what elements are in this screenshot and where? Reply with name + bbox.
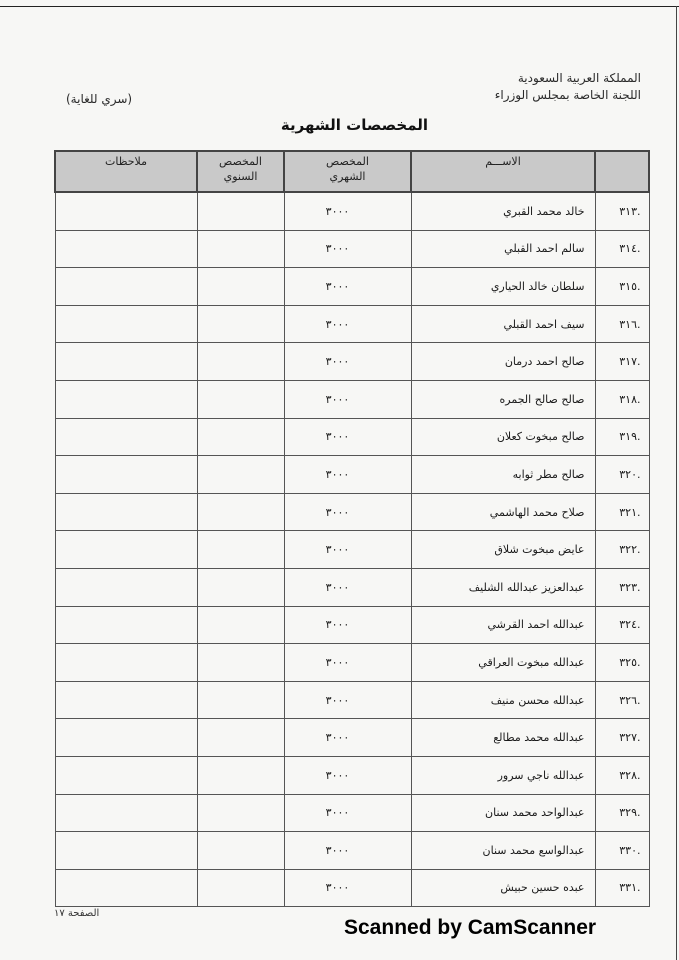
table-row [55,869,649,907]
table-row [55,606,649,644]
header-number [595,151,649,192]
row-name: عبدالله محسن منيف [411,681,595,719]
row-monthly-allowance: ٣٠٠٠ [284,456,411,494]
row-name: خالد محمد القبري [411,192,595,230]
table-row [55,380,649,418]
table-row [55,192,649,230]
row-annual-allowance [197,832,284,870]
row-annual-allowance [197,305,284,343]
row-number: .٣٢٣ [595,568,649,606]
table-header-row [55,151,649,192]
row-annual-allowance [197,380,284,418]
table-row [55,418,649,456]
row-number: .٣٢٥ [595,644,649,682]
row-annual-allowance [197,606,284,644]
row-monthly-allowance: ٣٠٠٠ [284,418,411,456]
row-name: عبدالله ناجي سرور [411,756,595,794]
row-monthly-allowance: ٣٠٠٠ [284,869,411,907]
table-row [55,644,649,682]
row-notes [55,832,197,870]
table-row [55,343,649,381]
row-name: عبدالعزيز عبدالله الشليف [411,568,595,606]
row-number: .٣١٣ [595,192,649,230]
row-notes [55,230,197,268]
table-row [55,230,649,268]
row-monthly-allowance: ٣٠٠٠ [284,531,411,569]
row-notes [55,644,197,682]
table-row [55,681,649,719]
table-row [55,568,649,606]
row-monthly-allowance: ٣٠٠٠ [284,305,411,343]
table-row [55,756,649,794]
row-number: .٣٢٨ [595,756,649,794]
row-name: صالح احمد درمان [411,343,595,381]
allowances-table [54,150,650,907]
row-monthly-allowance: ٣٠٠٠ [284,268,411,306]
row-notes [55,343,197,381]
page-right-border [676,6,677,960]
table-row [55,268,649,306]
row-name: صالح مبخوت كعلان [411,418,595,456]
row-notes [55,869,197,907]
row-monthly-allowance: ٣٠٠٠ [284,719,411,757]
row-annual-allowance [197,756,284,794]
table-row [55,719,649,757]
row-name: صالح صالح الجمره [411,380,595,418]
row-name: عبدالواسع محمد سنان [411,832,595,870]
row-notes [55,794,197,832]
issuer-country: المملكة العربية السعودية [517,71,641,85]
row-name: صلاح محمد الهاشمي [411,493,595,531]
header-name: الاســـم [411,151,595,192]
row-name: عبدالواحد محمد سنان [411,794,595,832]
issuer-committee: اللجنة الخاصة بمجلس الوزراء [494,88,641,102]
classification-label: (سري للغاية) [66,92,133,106]
issuer-block [495,70,641,104]
row-annual-allowance [197,343,284,381]
row-name: عايض مبخوت شلاق [411,531,595,569]
row-monthly-allowance: ٣٠٠٠ [284,493,411,531]
row-name: سالم احمد القبلي [411,230,595,268]
row-number: .٣٢٧ [595,719,649,757]
row-number: .٣٣١ [595,869,649,907]
row-notes [55,493,197,531]
row-name: سلطان خالد الحياري [411,268,595,306]
row-number: .٣٢٤ [595,606,649,644]
row-annual-allowance [197,568,284,606]
row-annual-allowance [197,794,284,832]
row-number: .٣١٥ [595,268,649,306]
row-name: سيف احمد القبلي [411,305,595,343]
row-annual-allowance [197,531,284,569]
page-title: المخصصات الشهرية [280,116,429,134]
row-monthly-allowance: ٣٠٠٠ [284,681,411,719]
row-monthly-allowance: ٣٠٠٠ [284,192,411,230]
row-name: عبدالله مبخوت العراقي [411,644,595,682]
row-annual-allowance [197,456,284,494]
row-notes [55,418,197,456]
row-annual-allowance [197,268,284,306]
row-number: .٣٢٩ [595,794,649,832]
row-number: .٣٣٠ [595,832,649,870]
row-monthly-allowance: ٣٠٠٠ [284,380,411,418]
row-annual-allowance [197,869,284,907]
row-annual-allowance [197,681,284,719]
row-notes [55,568,197,606]
table-row [55,531,649,569]
page-number: الصفحة ١٧ [54,908,100,919]
row-monthly-allowance: ٣٠٠٠ [284,756,411,794]
row-monthly-allowance: ٣٠٠٠ [284,230,411,268]
row-monthly-allowance: ٣٠٠٠ [284,644,411,682]
table-row [55,493,649,531]
header-notes: ملاحظات [55,151,197,192]
row-number: .٣١٨ [595,380,649,418]
row-annual-allowance [197,192,284,230]
row-annual-allowance [197,719,284,757]
row-number: .٣١٤ [595,230,649,268]
row-monthly-allowance: ٣٠٠٠ [284,832,411,870]
row-annual-allowance [197,644,284,682]
header-monthly: المخصص الشهري [284,151,411,192]
row-monthly-allowance: ٣٠٠٠ [284,568,411,606]
scanner-watermark: Scanned by CamScanner [344,916,597,939]
table-row [55,832,649,870]
table-row [55,794,649,832]
row-notes [55,756,197,794]
row-name: عبدالله احمد القرشي [411,606,595,644]
row-annual-allowance [197,418,284,456]
table-row [55,305,649,343]
row-annual-allowance [197,230,284,268]
row-number: .٣٢٦ [595,681,649,719]
row-number: .٣٢٠ [595,456,649,494]
header-annual: المخصص السنوي [197,151,284,192]
row-notes [55,606,197,644]
row-notes [55,531,197,569]
row-annual-allowance [197,493,284,531]
row-number: .٣١٧ [595,343,649,381]
row-notes [55,305,197,343]
row-notes [55,681,197,719]
row-monthly-allowance: ٣٠٠٠ [284,606,411,644]
row-notes [55,719,197,757]
page-top-border [0,6,679,7]
table-row [55,456,649,494]
row-number: .٣٢٢ [595,531,649,569]
row-name: عبده حسين حبيش [411,869,595,907]
row-name: صالح مطر ثوابه [411,456,595,494]
row-number: .٣٢١ [595,493,649,531]
row-notes [55,192,197,230]
row-notes [55,456,197,494]
row-number: .٣١٦ [595,305,649,343]
row-monthly-allowance: ٣٠٠٠ [284,343,411,381]
row-name: عبدالله محمد مطالع [411,719,595,757]
row-notes [55,268,197,306]
row-number: .٣١٩ [595,418,649,456]
row-monthly-allowance: ٣٠٠٠ [284,794,411,832]
row-notes [55,380,197,418]
